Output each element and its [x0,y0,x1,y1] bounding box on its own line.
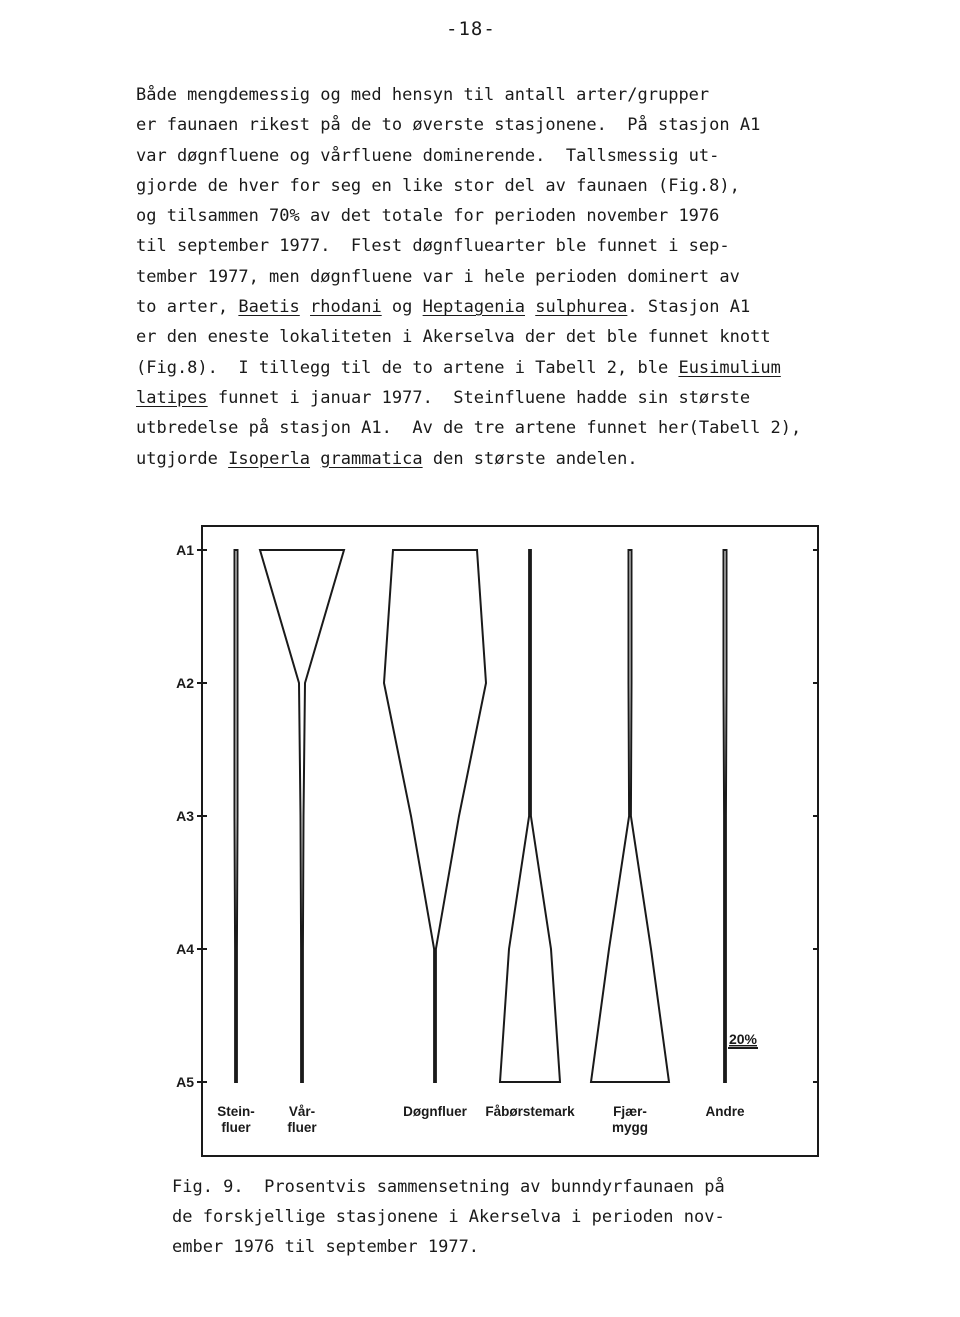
text-line: latipes funnet i januar 1977. Steinfluene hadde sin største [136,387,751,408]
caption-line: ember 1976 til september 1977. [172,1237,480,1257]
group-label: Andre [705,1104,745,1119]
text-line: utgjorde Isoperla grammatica den største andelen. [136,448,638,469]
station-label: A4 [176,941,194,957]
page-number: -18- [446,18,496,40]
group-label: Døgnfluer [403,1104,467,1119]
text-line: var døgnfluene og vårfluene dominerende. Tallsmessig ut- [136,145,720,166]
text-line: tember 1977, men døgnfluene var i hele perioden dominert av [136,266,740,287]
caption-line: Fig. 9. Prosentvis sammensetning av bunndyrfaunaen på [172,1177,725,1197]
species-name: latipes [136,387,208,408]
text-line: og tilsammen 70% av det totale for perioden november 1976 [136,206,720,227]
species-name: Isoperla [228,448,311,469]
species-name: rhodani [310,297,382,318]
kite-shape [260,550,344,1082]
species-name: sulphurea [535,297,628,318]
group-label: Fåbørstemark [485,1104,575,1119]
kite-diagram-svg [150,520,830,1170]
kite-shape [235,550,238,1082]
text-line: Både mengdemessig og med hensyn til antall arter/grupper [136,85,710,105]
text-line: utbredelse på stasjon A1. Av de tre artene funnet her(Tabell 2), [136,418,802,439]
group-label: fluer [287,1120,317,1135]
group-label: Vår- [288,1104,316,1119]
kite-shape [500,550,560,1082]
group-label: fluer [221,1120,251,1135]
text-line: til september 1977. Flest døgnfluearter ble funnet i sep- [136,236,730,257]
station-label: A3 [176,808,194,824]
kite-shape [384,550,486,1082]
kite-shape [724,550,727,1082]
species-name: grammatica [320,448,423,469]
caption-line: de forskjellige stasjonene i Akerselva i perioden nov- [172,1207,725,1227]
species-name: Eusimulium [678,357,781,378]
kite-shape [591,550,669,1082]
station-label: A5 [176,1074,194,1090]
group-label: mygg [611,1120,649,1135]
station-label: A1 [176,542,194,558]
body-text [136,80,936,474]
text-line: gjorde de hver for seg en like stor del av faunaen (Fig.8), [136,175,740,196]
scale-label: 20% [728,1031,758,1047]
station-label: A2 [176,675,194,691]
figure-caption [172,1172,832,1262]
group-label: Fjær- [613,1104,647,1119]
species-name: Baetis [238,297,300,318]
species-name: Heptagenia [422,297,525,318]
kite-diagram [150,520,830,1170]
text-line: (Fig.8). I tillegg til de to artene i Tabell 2, ble Eusimulium [136,357,781,378]
text-line: er den eneste lokaliteten i Akerselva der det ble funnet knott [136,327,771,348]
text-line: er faunaen rikest på de to øverste stasjonene. På stasjon A1 [136,115,761,136]
group-label: Stein- [217,1104,255,1119]
text-line: to arter, Baetis rhodani og Heptagenia sulphurea. Stasjon A1 [136,297,751,318]
